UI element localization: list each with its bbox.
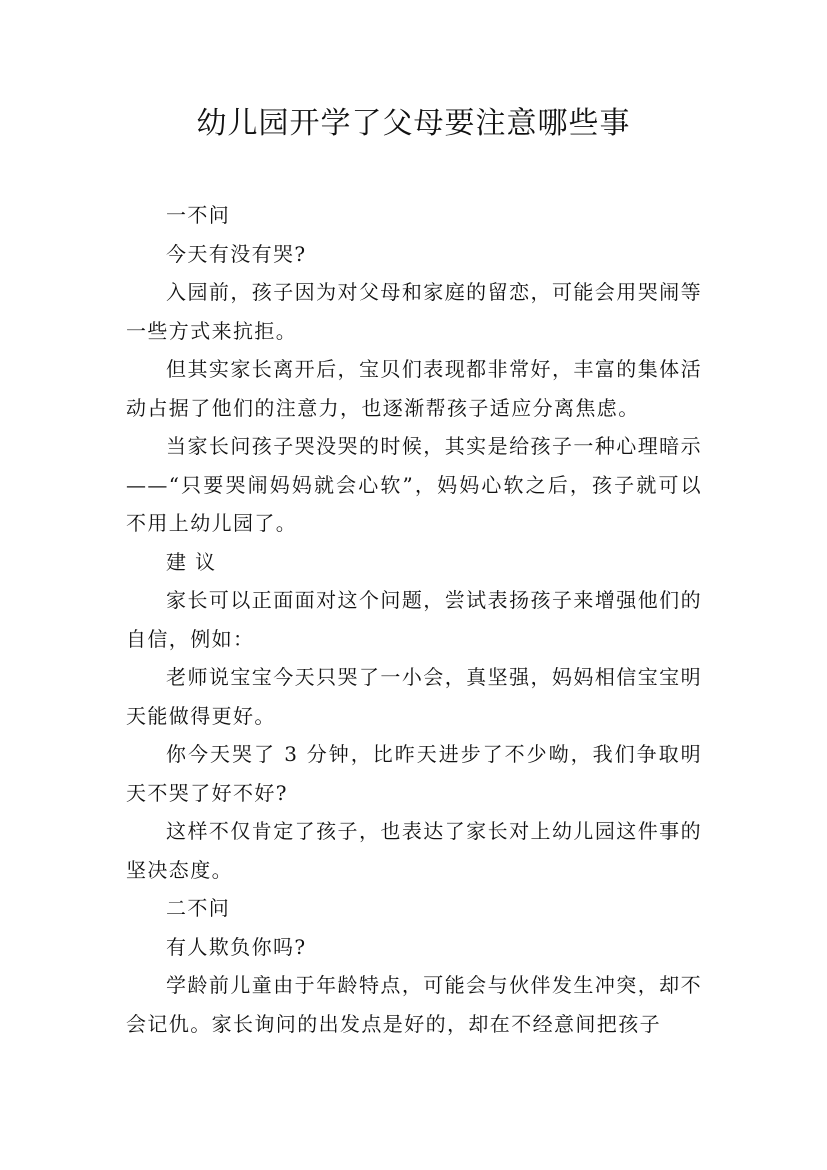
paragraph: 老师说宝宝今天只哭了一小会，真坚强，妈妈相信宝宝明天能做得更好。	[126, 665, 702, 728]
paragraph: 今天有没有哭?	[166, 241, 307, 266]
paragraph: 入园前，孩子因为对父母和家庭的留恋，可能会用哭闹等一些方式来抗拒。	[126, 280, 702, 343]
paragraph: 这样不仅肯定了孩子，也表达了家长对上幼儿园这件事的坚决态度。	[126, 819, 702, 882]
paragraph: 但其实家长离开后，宝贝们表现都非常好，丰富的集体活动占据了他们的注意力，也逐渐帮孩子适应分离焦虑。	[126, 357, 702, 420]
paragraph: 家长可以正面面对这个问题，尝试表扬孩子来增强他们的自信，例如：	[126, 588, 702, 651]
paragraph: 有人欺负你吗?	[166, 934, 307, 959]
paragraph: 你今天哭了 3 分钟，比昨天进步了不少呦，我们争取明天不哭了好不好?	[126, 742, 702, 805]
paragraph: 一不问	[166, 203, 231, 227]
paragraph: 建 议	[166, 549, 217, 574]
document-title: 幼儿园开学了父母要注意哪些事	[196, 106, 631, 141]
paragraph: 二不问	[166, 896, 231, 920]
paragraph: 当家长问孩子哭没哭的时候，其实是给孩子一种心理暗示——“只要哭闹妈妈就会心软”，妈妈心软之后，孩子就可以不用上幼儿园了。	[126, 434, 702, 535]
paragraph: 学龄前儿童由于年龄特点，可能会与伙伴发生冲突，却不会记仇。家长询问的出发点是好的，却在不经意间把孩子	[126, 973, 702, 1036]
document-body	[126, 196, 702, 1043]
